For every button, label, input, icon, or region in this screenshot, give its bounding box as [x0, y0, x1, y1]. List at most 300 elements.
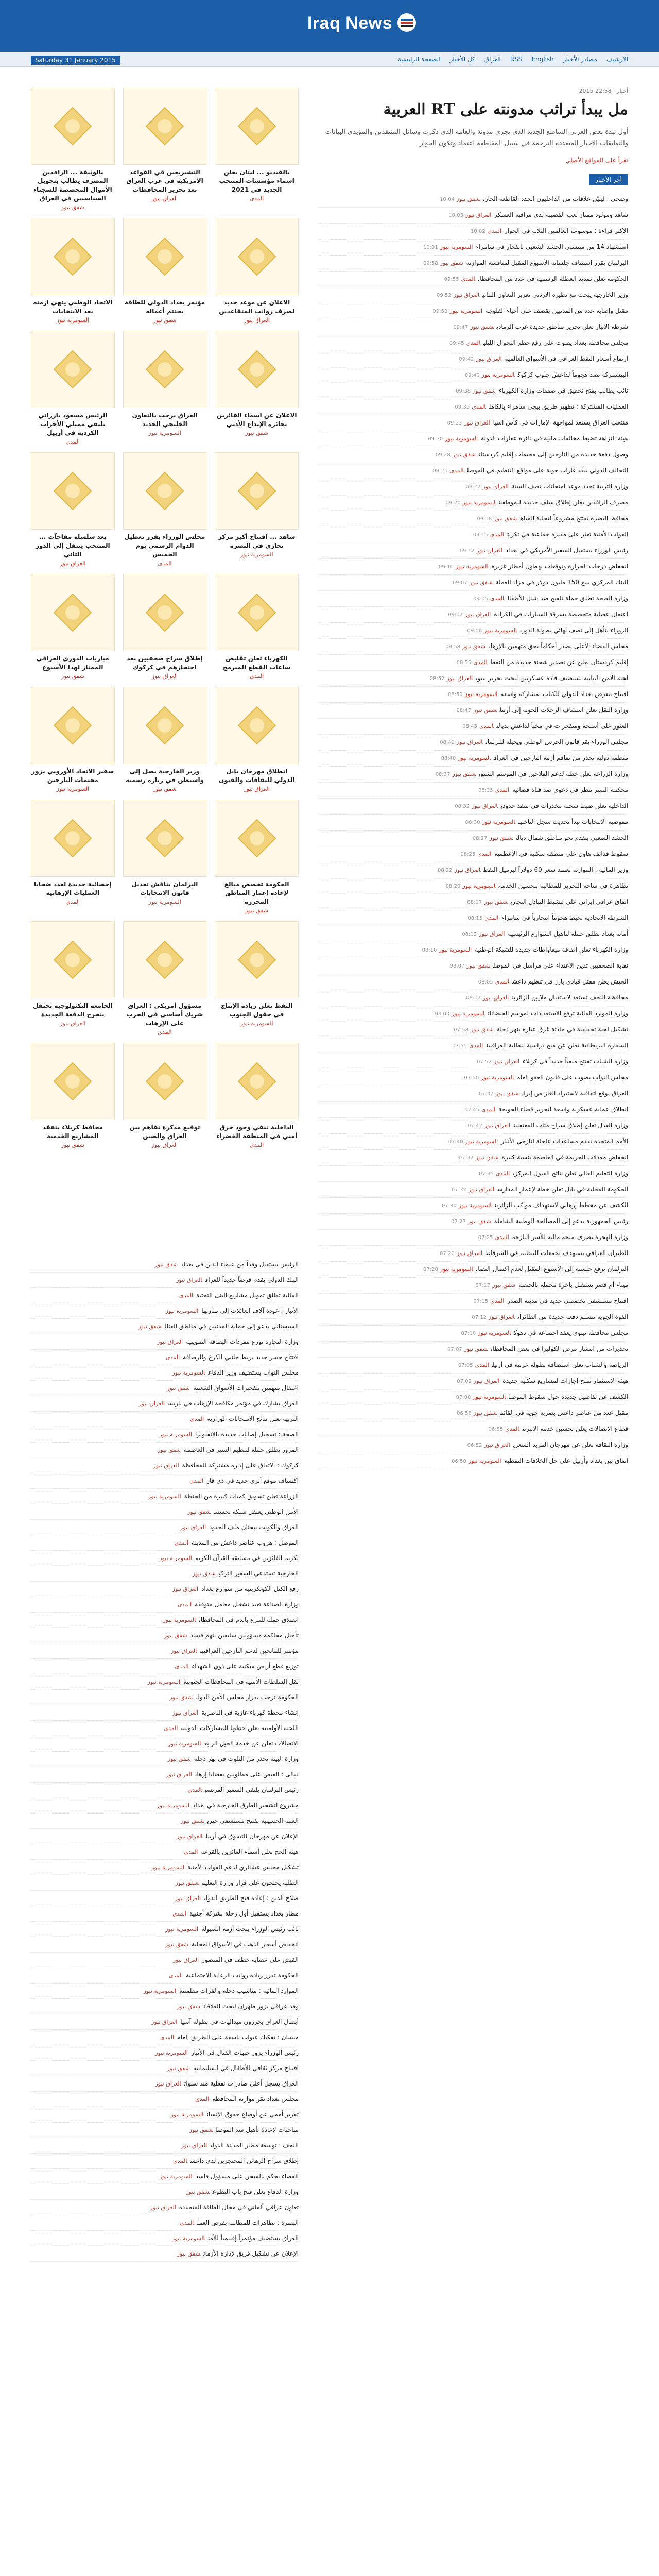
source-label[interactable]: العراق نيوز: [489, 1314, 515, 1321]
tile-title[interactable]: إحصائية جديدة لعدد ضحايا العمليات الإرهابية: [34, 880, 112, 896]
list-item[interactable]: [31, 1597, 299, 1613]
tile-title[interactable]: النفط تعلن زيادة الإنتاج في حقول الجنوب: [221, 1002, 293, 1018]
headline-text[interactable]: وزارة العدل تعلن إطلاق سراح مئات المعتقلين: [513, 1122, 628, 1129]
list-item[interactable]: [319, 1182, 628, 1198]
headline-text[interactable]: وزارة التجارة توزع مفردات البطاقة التموينية: [186, 1338, 299, 1345]
headline-text[interactable]: انخفاض معدلات الجريمة في العاصمة بنسبة كبيرة: [501, 1154, 628, 1161]
news-tile[interactable]: [215, 800, 299, 914]
source-label[interactable]: العراق نيوز: [482, 994, 509, 1002]
headline-text[interactable]: مجلس القضاء الأعلى يصدر أحكاماً بحق متهمين بالإرهاب: [489, 642, 628, 650]
headline-text[interactable]: مصرف الرافدين يعلن إطلاق سلف جديدة للموظفين: [498, 499, 628, 506]
list-item[interactable]: [319, 463, 628, 479]
tile-thumbnail[interactable]: [215, 88, 299, 165]
headline-text[interactable]: مقتل عدد من عناصر داعش بضربة جوية في القائم: [500, 1409, 628, 1417]
list-item[interactable]: [319, 1054, 628, 1070]
source-label[interactable]: شفق نيوز: [470, 1026, 494, 1033]
source-label[interactable]: السومرية نيوز: [157, 1802, 189, 1809]
source-label[interactable]: شفق نيوز: [489, 835, 513, 842]
list-item[interactable]: [319, 511, 628, 527]
headline-text[interactable]: الشرطة الاتحادية تحبط هجوماً انتحارياً في سامراء: [501, 914, 628, 922]
source-label[interactable]: السومرية نيوز: [165, 1308, 199, 1314]
headline-text[interactable]: مباحثات لإعادة تأهيل سد الموصل: [216, 2126, 299, 2133]
tile-title[interactable]: الاتحاد الوطني ينهي ازمته بعد الانتخابات: [33, 299, 113, 315]
source-label[interactable]: العراق نيوز: [493, 1058, 520, 1065]
headline-text[interactable]: افتتاح معرض بغداد الدولي للكتاب بمشاركة واسعة: [500, 690, 628, 698]
source-label[interactable]: شفق نيوز: [192, 1570, 216, 1577]
nav-link[interactable]: English: [531, 56, 554, 63]
tile-thumbnail[interactable]: [123, 574, 207, 651]
list-item[interactable]: [319, 719, 628, 735]
headline-text[interactable]: الزراعة تعلن تسويق كميات كبيرة من الحنطة: [184, 1493, 299, 1500]
source-label[interactable]: السومرية نيوز: [482, 819, 515, 826]
tile-thumbnail[interactable]: [31, 1043, 115, 1120]
source-label[interactable]: المدى: [180, 2219, 194, 2226]
source-label[interactable]: السومرية نيوز: [151, 1864, 184, 1871]
list-item[interactable]: [319, 591, 628, 607]
news-tile[interactable]: [215, 574, 299, 680]
tile-title[interactable]: شاهد ... افتتاح أكبر مركز تجاري في البصرة: [218, 533, 296, 549]
tile-title[interactable]: الحكومة تخصص مبالغ لإعادة إعمار المناطق المحررة: [224, 880, 289, 905]
source-label[interactable]: شفق نيوز: [177, 2250, 201, 2257]
tile-title[interactable]: الداخلية تنفي وجود خرق أمني في المنطقة الخضراء: [216, 1124, 298, 1140]
list-item[interactable]: [31, 1814, 299, 1829]
source-label[interactable]: المدى: [495, 787, 509, 794]
list-item[interactable]: [319, 1214, 628, 1230]
list-item[interactable]: [31, 2138, 299, 2154]
source-label[interactable]: شفق نيوز: [494, 515, 517, 522]
list-item[interactable]: [319, 543, 628, 559]
list-item[interactable]: [31, 2061, 299, 2076]
headline-text[interactable]: الرئيس يستقبل وفداً من علماء الدين في بغداد: [181, 1261, 299, 1268]
news-tile[interactable]: [123, 574, 207, 680]
list-item[interactable]: [31, 1984, 299, 1999]
headline-text[interactable]: مجلس النواب يصوت على قانون العفو العام: [517, 1074, 628, 1081]
list-item[interactable]: [319, 815, 628, 831]
source-label[interactable]: السومرية نيوز: [481, 371, 515, 379]
list-item[interactable]: [31, 1427, 299, 1443]
headline-text[interactable]: الطلبة يحتجون على قرار وزارة التعليم: [202, 1879, 299, 1886]
list-item[interactable]: [319, 303, 628, 319]
list-item[interactable]: [319, 655, 628, 671]
source-label[interactable]: العراق نيوز: [172, 1586, 199, 1592]
headline-text[interactable]: الإعلان عن تشكيل فريق لإدارة الأزمات: [203, 2250, 299, 2257]
headline-text[interactable]: شاهد ومولود ممتاز لعب القصيبة لدى مراقبة العسكر: [494, 211, 628, 219]
source-label[interactable]: شفق نيوز: [154, 1261, 178, 1268]
headline-text[interactable]: وزارة الهجرة تصرف منحة مالية للأسر النازحة: [512, 1233, 628, 1241]
source-label[interactable]: المدى: [190, 1416, 204, 1422]
news-tile[interactable]: [215, 452, 299, 567]
nav-link[interactable]: الصفحة الرئيسية: [397, 56, 441, 63]
source-label[interactable]: شفق نيوز: [138, 1323, 162, 1330]
tile-title[interactable]: بالفيديو ... لبنان يعلن اسماء مؤسسات المنتخب الجديد في 2021: [219, 168, 294, 193]
tile-thumbnail[interactable]: [215, 218, 299, 295]
news-tile[interactable]: [31, 687, 115, 792]
headline-text[interactable]: اعتقال متهمين بتفجيرات الأسواق الشعبية: [193, 1384, 299, 1392]
source-label[interactable]: المدى: [189, 1478, 204, 1484]
source-label[interactable]: العراق نيوز: [468, 1186, 495, 1193]
headline-text[interactable]: ديالى : القبض على مطلوبين بقضايا إرهاب: [195, 1771, 299, 1778]
list-item[interactable]: [319, 958, 628, 974]
source-label[interactable]: السومرية نيوز: [159, 1431, 192, 1438]
headline-text[interactable]: الحشد الشعبي يتقدم نحو مناطق شمال ديالى: [515, 834, 628, 842]
tile-thumbnail[interactable]: [123, 331, 207, 408]
source-label[interactable]: السومرية نيوز: [445, 435, 478, 443]
list-item[interactable]: [319, 1134, 628, 1150]
source-label[interactable]: المدى: [174, 1539, 189, 1546]
tile-thumbnail[interactable]: [31, 452, 115, 530]
headline-text[interactable]: اتفاق عراقي إيراني على تنشيط التبادل التجاري: [510, 898, 628, 906]
source-label[interactable]: شفق نيوز: [457, 196, 480, 203]
headline-text[interactable]: الطيران العراقي يستهدف تجمعات للتنظيم في الشرقاط: [485, 1249, 628, 1257]
headline-text[interactable]: الإعلان عن مهرجان للتسوق في أربيل: [205, 1833, 299, 1840]
list-item[interactable]: [31, 2246, 299, 2262]
list-item[interactable]: [319, 527, 628, 543]
headline-text[interactable]: الزوراء يتأهل إلى نصف نهائي بطولة الدوري: [520, 626, 628, 634]
list-item[interactable]: [319, 831, 628, 846]
list-item[interactable]: [31, 1288, 299, 1303]
list-item[interactable]: [31, 1458, 299, 1473]
headline-text[interactable]: البرلمان يرفع جلسته إلى الأسبوع المقبل لعدم اكتمال النصاب: [476, 1265, 628, 1273]
list-item[interactable]: [31, 1443, 299, 1458]
tile-title[interactable]: وزير الخارجية يصل إلى واشنطن في زيارة رسمية: [125, 768, 204, 784]
headline-text[interactable]: توزيع قطع أراض سكنية على ذوي الشهداء: [192, 1663, 299, 1670]
list-item[interactable]: [319, 1453, 628, 1469]
headline-text[interactable]: الأنبار : عودة آلاف العائلات إلى منازلها: [201, 1307, 299, 1314]
source-label[interactable]: السومرية نيوز: [455, 563, 489, 570]
source-label[interactable]: المدى: [178, 1601, 192, 1608]
tile-thumbnail[interactable]: [31, 88, 115, 165]
list-item[interactable]: [31, 2030, 299, 2045]
source-label[interactable]: السومرية نيوز: [478, 1330, 511, 1337]
headline-text[interactable]: هيئة الاستثمار تمنح إجازات لمشاريع سكنية جديدة: [502, 1377, 628, 1385]
list-item[interactable]: [319, 751, 628, 767]
source-label[interactable]: السومرية نيوز: [440, 1266, 473, 1273]
headline-text[interactable]: العراق يستضيف مؤتمراً إقليمياً للأمن: [207, 2234, 299, 2242]
list-item[interactable]: [31, 2092, 299, 2107]
list-item[interactable]: [31, 1643, 299, 1659]
source-label[interactable]: السومرية نيوز: [481, 1074, 514, 1081]
source-label[interactable]: شفق نيوز: [189, 2127, 213, 2133]
news-tile[interactable]: [123, 1043, 207, 1148]
source-link[interactable]: تقرأ على المواقع الأصلي: [565, 157, 628, 164]
headline-text[interactable]: القوة الجوية تتسلم دفعة جديدة من الطائرات: [517, 1313, 628, 1321]
source-label[interactable]: المدى: [172, 1910, 187, 1917]
headline-text[interactable]: السيستاني يدعو إلى حماية المدنيين في مناطق القتال: [164, 1323, 299, 1330]
headline-text[interactable]: رئيس الجمهورية يدعو إلى المصالحة الوطنية الشاملة: [494, 1217, 628, 1225]
headline-text[interactable]: سقوط قذائف هاون على منطقة سكنية في الأعظمية: [494, 850, 628, 858]
news-tile[interactable]: [123, 800, 207, 914]
news-tile[interactable]: [123, 921, 207, 1036]
list-item[interactable]: [31, 1798, 299, 1814]
headline-text[interactable]: وزارة الكهرباء تعلن إضافة ميغاواطات جديدة للشبكة الوطنية: [475, 946, 628, 954]
headline-text[interactable]: الكشف عن مخطط إرهابي لاستهداف مواكب الزائرين: [494, 1201, 628, 1209]
tile-title[interactable]: الاعلان عن موعد جديد لصرف رواتب المتقاعدين: [219, 299, 295, 315]
source-label[interactable]: العراق نيوز: [172, 1957, 199, 1963]
source-label[interactable]: السومرية نيوز: [163, 1617, 196, 1623]
headline-text[interactable]: الكشف عن تفاصيل جديدة حول سقوط الموصل: [509, 1393, 628, 1401]
nav-link[interactable]: الارشيف: [606, 56, 628, 63]
list-item[interactable]: [31, 2076, 299, 2092]
tile-thumbnail[interactable]: [215, 1043, 299, 1120]
tile-title[interactable]: الرئيس مسعود بارزاني يلتقي ممثلي الأحزاب الكردية في أربيل: [38, 412, 108, 436]
headline-text[interactable]: ميناء أم قصر يستقبل باخرة محملة بالحنطة: [518, 1281, 628, 1289]
list-item[interactable]: [319, 767, 628, 783]
list-item[interactable]: [31, 1582, 299, 1597]
headline-text[interactable]: إنشاء محطة كهرباء غازية في الناصرية: [201, 1709, 299, 1716]
list-item[interactable]: [319, 575, 628, 591]
source-label[interactable]: المدى: [490, 531, 505, 538]
list-item[interactable]: [319, 1310, 628, 1326]
list-item[interactable]: [31, 1303, 299, 1319]
news-tile[interactable]: [215, 331, 299, 445]
tile-thumbnail[interactable]: [215, 687, 299, 764]
news-tile[interactable]: [31, 800, 115, 914]
list-item[interactable]: [319, 1421, 628, 1437]
tile-title[interactable]: الجامعة التكنولوجية تحتفل بتخرج الدفعة الجديدة: [32, 1002, 113, 1018]
source-label[interactable]: المدى: [466, 340, 481, 347]
tile-thumbnail[interactable]: [215, 800, 299, 877]
list-item[interactable]: [31, 1473, 299, 1489]
headline-text[interactable]: البنك المركزي يبيع 150 مليون دولار في مزاد العملة: [495, 579, 628, 586]
headline-text[interactable]: الحكومة المحلية في بابل تعلن خطة لإعمار المدارس: [497, 1185, 628, 1193]
nav-link[interactable]: كل الأخبار: [449, 56, 475, 63]
list-item[interactable]: [319, 687, 628, 703]
list-item[interactable]: [31, 1844, 299, 1860]
list-item[interactable]: [319, 846, 628, 862]
list-item[interactable]: [319, 735, 628, 751]
list-item[interactable]: [319, 1038, 628, 1054]
headline-text[interactable]: القضاء يحكم بالسجن على مسؤول فاسد: [195, 2173, 299, 2180]
headline-text[interactable]: أبطال العراق يحرزون ميداليات في بطولة آسيا: [180, 2018, 299, 2025]
list-item[interactable]: [31, 2107, 299, 2123]
source-label[interactable]: شفق نيوز: [164, 1632, 187, 1639]
source-label[interactable]: شفق نيوز: [186, 2189, 210, 2195]
nav-link[interactable]: العراق: [484, 56, 501, 63]
headline-text[interactable]: رئيس الوزراء يستقبل السفير الأمريكي في بغداد: [505, 547, 628, 554]
news-tile[interactable]: [31, 574, 115, 680]
source-label[interactable]: المدى: [495, 1170, 510, 1177]
list-item[interactable]: [31, 1783, 299, 1798]
source-label[interactable]: العراق نيوز: [474, 1378, 500, 1385]
news-tile[interactable]: [215, 921, 299, 1036]
list-item[interactable]: [319, 1006, 628, 1022]
source-label[interactable]: السومرية نيوز: [462, 499, 496, 506]
list-item[interactable]: [31, 2154, 299, 2169]
headline-text[interactable]: قطاع الاتصالات يعلن تحسين خدمة الانترنت: [522, 1425, 628, 1433]
list-item[interactable]: [319, 799, 628, 815]
list-item[interactable]: [319, 287, 628, 303]
list-item[interactable]: [319, 208, 628, 224]
list-item[interactable]: [31, 1767, 299, 1783]
nav-link[interactable]: مصادر الأخبار: [563, 56, 597, 63]
headline-text[interactable]: المالية تطلق تمويل مشاريع البنى التحتية: [196, 1292, 299, 1299]
headline-text[interactable]: وزير الخارجية يبحث مع نظيره الأردني تعزيز التعاون الثنائي: [482, 291, 628, 299]
list-item[interactable]: [319, 1166, 628, 1182]
headline-text[interactable]: العراق والكويت يبحثان ملف الحدود: [209, 1523, 299, 1531]
headline-text[interactable]: التحالف الدولي ينفذ غارات جوية على مواقع التنظيم في الموصل: [466, 467, 628, 474]
headline-text[interactable]: وزارة التعليم العالي تعلن نتائج القبول المركزي: [513, 1170, 628, 1177]
source-label[interactable]: السومرية نيوز: [159, 2173, 193, 2180]
list-item[interactable]: [31, 1705, 299, 1721]
headline-text[interactable]: استشهاد 14 من منتسبي الحشد الشعبي بانفجار في سامراء: [476, 243, 628, 251]
headline-text[interactable]: محافظة النجف تستعد لاستقبال ملايين الزائرين: [512, 994, 628, 1002]
source-label[interactable]: شفق نيوز: [484, 899, 508, 906]
list-item[interactable]: [319, 272, 628, 287]
list-item[interactable]: [31, 1412, 299, 1427]
source-label[interactable]: العراق نيوز: [170, 1648, 197, 1654]
source-label[interactable]: السومرية نيوز: [449, 308, 483, 315]
source-label[interactable]: السومرية نيوز: [458, 1202, 492, 1209]
tile-thumbnail[interactable]: [215, 921, 299, 998]
list-item[interactable]: [31, 2014, 299, 2030]
headline-text[interactable]: نائب يطالب بفتح تحقيق في صفقات وزارة الكهرباء: [498, 387, 628, 395]
source-label[interactable]: شفق نيوز: [452, 451, 476, 459]
tile-title[interactable]: الاعلان عن اسماء الفائزين بجائزة الإبداع الأدبي: [216, 412, 297, 428]
source-label[interactable]: السومرية نيوز: [171, 2235, 205, 2242]
headline-text[interactable]: وزارة التربية تحدد موعد امتحانات نصف السنة: [511, 483, 628, 490]
list-item[interactable]: [319, 1342, 628, 1358]
list-item[interactable]: [31, 1504, 299, 1520]
source-label[interactable]: العراق نيوز: [180, 1524, 206, 1531]
headline-text[interactable]: لجنة الأمن النيابية تستضيف قادة عسكريين لبحث تحرير نينوى: [476, 674, 628, 682]
list-item[interactable]: [31, 1953, 299, 1968]
headline-text[interactable]: الموارد المائية : مناسيب دجلة والفرات مطمئنة: [179, 1987, 299, 1994]
source-label[interactable]: المدى: [481, 1106, 496, 1113]
source-label[interactable]: العراق نيوز: [476, 355, 502, 363]
headline-text[interactable]: الاكثر قراءة : موسوعة العالمين الثلاثة في الحوار: [504, 227, 628, 235]
headline-text[interactable]: وزارة النقل تعلن استئناف الرحلات الجوية إلى أربيل: [499, 706, 628, 714]
headline-text[interactable]: افتتاح جسر جديد يربط جانبي الكرخ والرصافة: [183, 1353, 299, 1361]
source-label[interactable]: المدى: [477, 851, 492, 858]
headline-text[interactable]: البصرة : تظاهرات للمطالبة بفرص العمل: [197, 2219, 299, 2226]
source-label[interactable]: العراق نيوز: [176, 1277, 202, 1283]
source-label[interactable]: السومرية نيوز: [168, 1740, 201, 1747]
tile-title[interactable]: العراق يرحب بالتعاون الخليجي الجديد: [132, 412, 198, 428]
list-item[interactable]: [31, 1350, 299, 1365]
headline-text[interactable]: الأمن الوطني يعتقل شبكة تجسس: [214, 1508, 299, 1515]
headline-text[interactable]: رئيس البرلمان يلتقي السفير الفرنسي: [205, 1786, 299, 1793]
headline-text[interactable]: وضحى : ليبيّن علاقات من الداحليون الجدد القاطعة الحارث: [483, 195, 628, 203]
source-label[interactable]: السومرية نيوز: [462, 883, 496, 890]
source-label[interactable]: شفق نيوز: [169, 1694, 193, 1701]
source-label[interactable]: العراق نيوز: [181, 2142, 207, 2149]
tile-thumbnail[interactable]: [123, 1043, 207, 1120]
source-label[interactable]: شفق نيوز: [165, 1941, 188, 1948]
source-label[interactable]: السومرية نيوز: [143, 1988, 177, 1994]
list-item[interactable]: [31, 1829, 299, 1844]
source-label[interactable]: المدى: [484, 914, 499, 922]
news-tile[interactable]: [215, 687, 299, 792]
source-label[interactable]: السومرية نيوز: [147, 1679, 181, 1685]
headline-text[interactable]: النجف : توسعة مطار المدينة الدولي: [210, 2142, 299, 2149]
tile-thumbnail[interactable]: [123, 687, 207, 764]
list-item[interactable]: [31, 1334, 299, 1350]
list-item[interactable]: [31, 1257, 299, 1273]
tile-thumbnail[interactable]: [31, 921, 115, 998]
headline-text[interactable]: الحكومة تعلن تمديد العطلة الرسمية في عدد من المحافظات: [478, 275, 628, 283]
nav-link[interactable]: RSS: [510, 56, 523, 63]
list-item[interactable]: [31, 1319, 299, 1334]
source-label[interactable]: السومرية نيوز: [148, 1493, 181, 1500]
list-item[interactable]: [31, 1659, 299, 1674]
tile-title[interactable]: مؤتمر بغداد الدولي للطاقة يختتم أعماله: [124, 299, 205, 315]
headline-text[interactable]: وزارة الشباب تفتتح ملعباً جديداً في كربلاء: [523, 1058, 628, 1065]
headline-text[interactable]: مؤتمر للمانحين لدعم النازحين العراقيين: [200, 1647, 299, 1654]
source-label[interactable]: السومرية نيوز: [155, 2049, 188, 2056]
source-label[interactable]: العراق نيوز: [482, 483, 509, 490]
source-label[interactable]: العراق نيوز: [150, 2204, 176, 2211]
tile-thumbnail[interactable]: [215, 331, 299, 408]
news-tile[interactable]: [123, 88, 207, 211]
headline-text[interactable]: العمليات المشتركة : تطهير طريق بيجي سامراء بالكامل: [489, 403, 628, 411]
tile-thumbnail[interactable]: [123, 452, 207, 530]
list-item[interactable]: [319, 383, 628, 399]
source-label[interactable]: العراق نيوز: [457, 739, 483, 746]
headline-text[interactable]: هيئة الحج تعلن أسماء الفائزين بالقرعة: [201, 1848, 299, 1855]
headline-text[interactable]: الاتصالات تعلن عن خدمة الجيل الرابع: [204, 1740, 299, 1747]
headline-text[interactable]: صلاح الدين : إعادة فتح الطريق الدولي: [204, 1894, 299, 1902]
headline-text[interactable]: مجلس محافظة بغداد يصوت على رفع حظر التجوال الليلي: [483, 339, 628, 347]
list-item[interactable]: [319, 447, 628, 463]
source-label[interactable]: السومرية نيوز: [165, 1926, 198, 1933]
source-label[interactable]: العراق نيوز: [472, 803, 498, 810]
headline-text[interactable]: افتتاح مركز ثقافي للأطفال في السليمانية: [193, 2064, 299, 2072]
source-label[interactable]: شفق نيوز: [158, 1447, 181, 1453]
source-label[interactable]: المدى: [472, 403, 486, 411]
source-label[interactable]: السومرية نيوز: [458, 755, 491, 762]
source-label[interactable]: العراق نيوز: [465, 212, 492, 219]
source-label[interactable]: شفق نيوز: [495, 1090, 519, 1097]
headline-text[interactable]: العثور على أسلحة ومتفجرات في مخبأ لداعش بديالى: [496, 722, 628, 730]
headline-text[interactable]: البيشمركة تصد هجوماً لداعش جنوب كركوك: [517, 371, 628, 379]
headline-text[interactable]: وزارة الصحة تطلق حملة تلقيح ضد شلل الأطفال: [507, 595, 628, 602]
list-item[interactable]: [319, 1022, 628, 1038]
tile-title[interactable]: إطلاق سراح صحفيين بعد احتجازهم في كركوك: [127, 655, 203, 671]
tile-title[interactable]: البرلمان يناقش تعديل قانون الانتخابات: [131, 880, 198, 896]
news-tile[interactable]: [31, 331, 115, 445]
source-label[interactable]: شفق نيوز: [473, 387, 496, 395]
headline-text[interactable]: وزارة الزراعة تعلن خطة لدعم الفلاحين في الموسم الشتوي: [478, 770, 628, 778]
news-tile[interactable]: [215, 1043, 299, 1148]
source-label[interactable]: شفق نيوز: [167, 1385, 190, 1392]
news-tile[interactable]: [123, 687, 207, 792]
headline-text[interactable]: نقل السلطات الأمنية في المحافظات الجنوبية: [183, 1678, 299, 1685]
list-item[interactable]: [319, 240, 628, 256]
list-item[interactable]: [319, 224, 628, 240]
news-tile[interactable]: [215, 88, 299, 211]
source-label[interactable]: العراق نيوز: [456, 1250, 483, 1257]
headline-text[interactable]: وزير المالية : الموازنة تعتمد سعر 60 دولاراً لبرميل النفط: [483, 866, 628, 874]
list-item[interactable]: [319, 671, 628, 687]
list-item[interactable]: [31, 1674, 299, 1690]
list-item[interactable]: [319, 639, 628, 655]
list-item[interactable]: [319, 607, 628, 623]
list-item[interactable]: [319, 495, 628, 511]
tile-thumbnail[interactable]: [123, 218, 207, 295]
headline-text[interactable]: منظمة دولية تحذر من تفاقم أزمة النازحين في العراق: [494, 754, 628, 762]
list-item[interactable]: [319, 623, 628, 639]
source-label[interactable]: العراق نيوز: [453, 292, 480, 299]
list-item[interactable]: [319, 862, 628, 878]
headline-text[interactable]: وصول دفعة جديدة من النازحين إلى مخيمات إقليم كردستان: [479, 451, 628, 459]
list-item[interactable]: [319, 926, 628, 942]
source-label[interactable]: السومرية نيوز: [170, 2111, 204, 2118]
headline-text[interactable]: انخفاض أسعار الذهب في الأسواق المحلية: [191, 1941, 299, 1948]
headline-text[interactable]: وزارة الدفاع تعلن فتح باب التطوع: [212, 2188, 299, 2195]
headline-text[interactable]: تشكيل مجلس عشائري لدعم القوات الأمنية: [187, 1863, 299, 1871]
headline-text[interactable]: الحكومة ترحب بقرار مجلس الأمن الدولي: [196, 1693, 299, 1701]
source-label[interactable]: المدى: [473, 659, 488, 666]
